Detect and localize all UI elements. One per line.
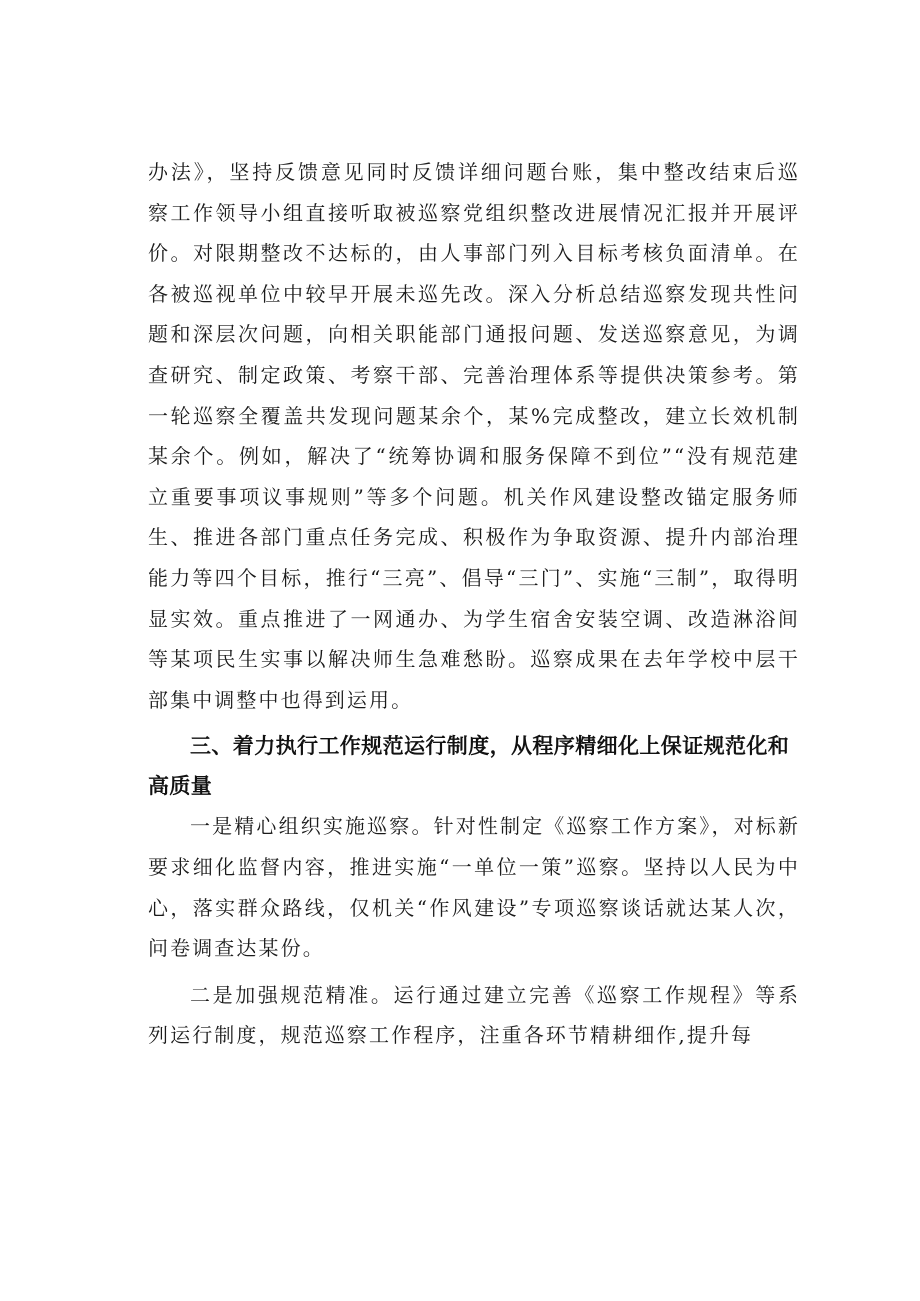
section-heading: 三、着力执行工作规范运行制度，从程序精细化上保证规范化和高质量 xyxy=(148,734,790,799)
body-paragraph-continued: 办法》，坚持反馈意见同时反馈详细问题台账，集中整改结束后巡察工作领导小组直接听取被巡察党组织整改进展情况汇报并开展评价。对限期整改不达标的，由人事部门列入目标考核负面清单。在各被巡视单位中较早开展未巡先改。深入分析总结巡察发现共性问题和深层次问题，向相关职能部门通报问题、发送巡察意见，为调查研究、制定政策、考察干部、完善治理体系等提供决策参考。第一轮巡察全覆盖共发现问题某余个，某%完成整改，建立长效机制某余个。例如，解决了“统筹协调和服务保障不到位”“没有规范建立重要事项议事规则”等多个问题。机关作风建设整改锚定服务师生、推进各部门重点任务完成、积极作为争取资源、提升内部治理能力等四个目标，推行“三亮”、倡导“三门”、实施“三制”，取得明显实效。重点推进了一网通办、为学生宿舍安装空调、改造淋浴间等某项民生实事以解决师生急难愁盼。巡察成果在去年学校中层干部集中调整中也得到运用。 xyxy=(148,160,800,712)
body-paragraph-second-measure: 二是加强规范精准。运行通过建立完善《巡察工作规程》等系列运行制度，规范巡察工作程序，注重各环节精耕细作,提升每 xyxy=(148,982,800,1048)
document-body xyxy=(148,152,800,1056)
body-paragraph-first-measure: 一是精心组织实施巡察。针对性制定《巡察工作方案》，对标新要求细化监督内容，推进实施“一单位一策”巡察。坚持以人民为中心，落实群众路线，仅机关“作风建设”专项巡察谈话就达某人次，问卷调查达某份。 xyxy=(148,814,800,961)
